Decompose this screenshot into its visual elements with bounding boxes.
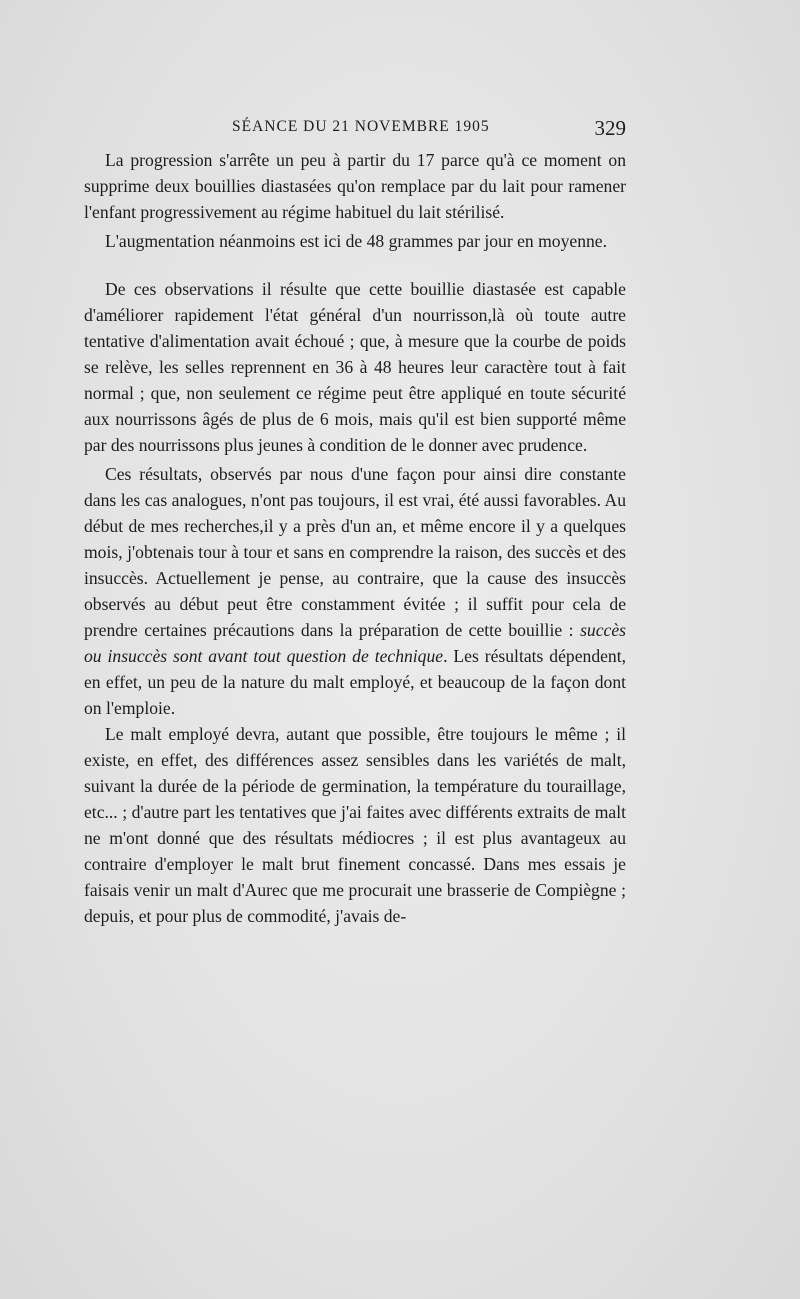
page-number: 329 [594, 116, 626, 140]
technique-emphasis: succès ou insuccès sont avant tout question de technique [84, 620, 626, 666]
paragraph-observations: De ces observations il résulte que cette bouillie diastasée est capable d'améliorer rapidement l'état général d'un nourrisson,là où toute autre tentative d'alimentation avait échoué ; que, à mesure que la courbe de poids se relève, les selles reprennent en 36 à 48 heures leur caractère tout à fait normal ; que, non seulement ce régime peut être appliqué en toute sécurité aux nourrissons âgés de plus de 6 mois, mais qu'il est bien supporté même par des nourrissons plus jeunes à condition de le donner avec prudence. [84, 279, 626, 455]
resultats-text: Ces résultats, observés par nous d'une façon pour ainsi dire constante dans les cas analogues, n'ont pas toujours, il est vrai, été aussi favorables. Au début de mes recherches,il y a près d'un an, et même encore il y a quelques mois, j'obtenais tour à tour et sans en comprendre la raison, des succès et des insuccès. Actuellement je pense, au contraire, que la cause des insuccès observés au début peut être constamment évitée ; il suffit pour cela de prendre certaines précautions dans la préparation de cette bouillie : [84, 464, 626, 640]
body-text [84, 147, 626, 929]
paragraph-malt: Le malt employé devra, autant que possible, être toujours le même ; il existe, en effet, des différences assez sensibles dans les variétés de malt, suivant la durée de la période de germination, la température du touraillage, etc... ; d'autre part les tentatives que j'ai faites avec différents extraits de malt ne m'ont donné que des résultats médiocres ; il est plus avantageux au contraire d'employer le malt brut finement concassé. Dans mes essais je faisais venir un malt d'Aurec que me procurait une brasserie de Compiègne ; depuis, et pour plus de commodité, j'avais de- [84, 724, 626, 926]
paragraph-augmentation: L'augmentation néanmoins est ici de 48 grammes par jour en moyenne. [105, 231, 608, 251]
running-head [84, 116, 626, 140]
running-title: SÉANCE DU 21 NOVEMBRE 1905 [232, 118, 490, 135]
paragraph-progression: La progression s'arrête un peu à partir du 17 parce qu'à ce moment on supprime deux bouillies diastasées qu'on remplace par du lait pour ramener l'enfant progressivement au régime habituel du lait stérilisé. [84, 150, 626, 222]
resultats-text-end: . Les résultats dépendent, en effet, un peu de la nature du malt employé, et beaucoup de la façon dont on l'emploie. [84, 646, 627, 718]
paragraph-resultats [84, 461, 626, 721]
